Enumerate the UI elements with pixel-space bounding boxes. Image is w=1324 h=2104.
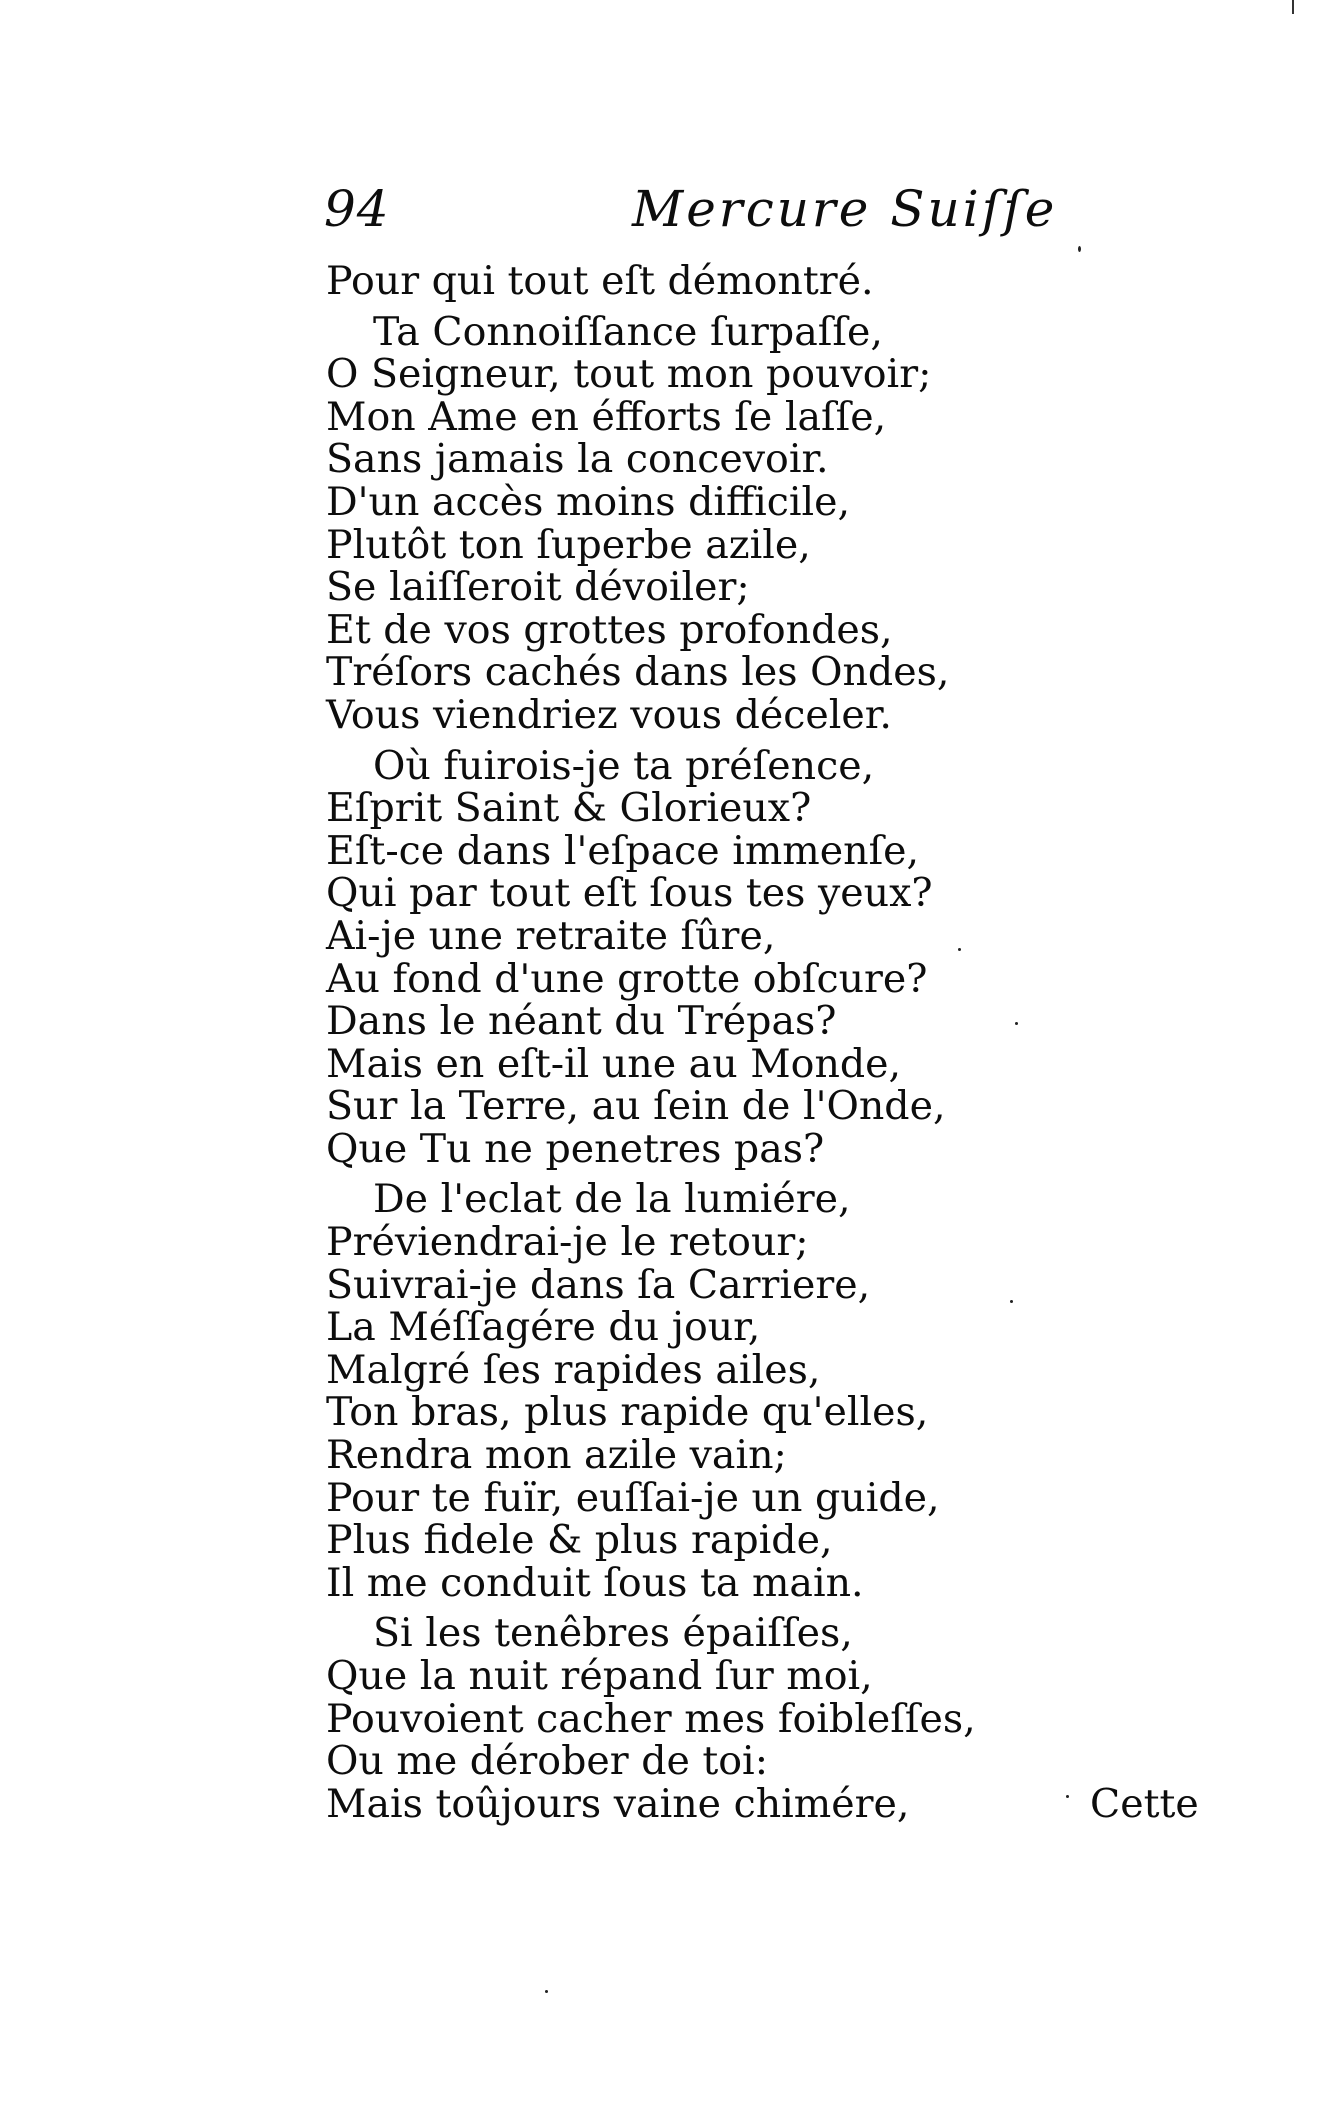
verse-line: Tréſors cachés dans les Ondes, [326,649,950,696]
page-header [320,180,1058,250]
running-title: Mercure Suiſſe [632,180,1058,238]
page-edge-mark [1292,0,1294,14]
print-speck [1010,1300,1013,1303]
verse-line: Que la nuit répand ſur moi, [326,1653,873,1699]
verse-line: Pour te fuïr, euſſai-je un guide, [326,1474,940,1521]
verse-line: De l'eclat de la lumiére, [373,1176,851,1223]
poem-text [326,260,1026,1825]
verse-line: Suivrai-je dans ſa Carriere, [326,1261,871,1308]
verse-line: Si les tenêbres épaiſſes, [373,1610,853,1657]
verse-line: Eſt-ce dans l'eſpace immenſe, [326,827,920,874]
verse-line: Qui par tout eſt ſous tes yeux? [326,870,933,917]
verse-line: Se laiſſeroit dévoiler; [326,564,750,611]
verse-line: Ton bras, plus rapide qu'elles, [326,1389,929,1436]
stanza-3 [326,742,1026,1172]
verse-line: Mon Ame en éfforts ſe laſſe, [326,393,887,440]
verse-line: Il me conduit ſous ta main. [326,1559,864,1606]
page-number: 94 [324,180,390,238]
catchword: Cette [1090,1781,1199,1827]
verse-line: Eſprit Saint & Glorieux? [326,785,812,832]
verse-line: Mais en eſt-il une au Monde, [326,1040,902,1087]
verse-line: O Seigneur, tout mon pouvoir; [326,351,932,398]
verse-line: Sur la Terre, au ſein de l'Onde, [326,1083,946,1130]
verse-line: Au fond d'une grotte obſcure? [326,955,928,1002]
verse-line: Vous viendriez vous déceler. [326,691,892,738]
verse-line: Et de vos grottes profondes, [326,606,893,653]
stanza-5 [326,1612,1026,1825]
verse-line: Ai-je une retraite ſûre, [326,912,776,959]
verse-line: Sans jamais la concevoir. [326,436,829,483]
verse-line: Préviendrai-je le retour; [326,1219,809,1266]
stanza-4 [326,1178,1026,1604]
verse-line: Pouvoient cacher mes foibleſſes, [326,1695,976,1742]
verse-line: Plutôt ton ſuperbe azile, [326,521,811,568]
verse-line: Plus fidele & plus rapide, [326,1517,833,1564]
verse-line: Malgré ſes rapides ailes, [326,1346,821,1393]
verse-line: Ou me dérober de toi: [326,1738,769,1785]
verse-line: Que Tu ne penetres pas? [326,1125,825,1172]
verse-line: Où fuirois-je ta préſence, [373,742,875,789]
print-speck [958,948,961,951]
stanza-2 [326,308,1026,738]
verse-line: D'un accès moins difficile, [326,478,851,525]
verse-line: Rendra mon azile vain; [326,1432,787,1479]
print-speck [545,1990,548,1993]
verse-line: Ta Connoiſſance ſurpaſſe, [373,308,883,355]
print-speck [1078,246,1081,252]
print-speck [1066,1795,1069,1798]
verse-line: Dans le néant du Trépas? [326,998,837,1045]
stanza-1 [326,260,1026,303]
print-speck [1015,1022,1018,1025]
verse-line: Mais toûjours vaine chimére, [326,1780,910,1827]
verse-line: Pour qui tout eſt démontré. [326,258,874,304]
verse-line: La Méſſagére du jour, [326,1304,761,1351]
